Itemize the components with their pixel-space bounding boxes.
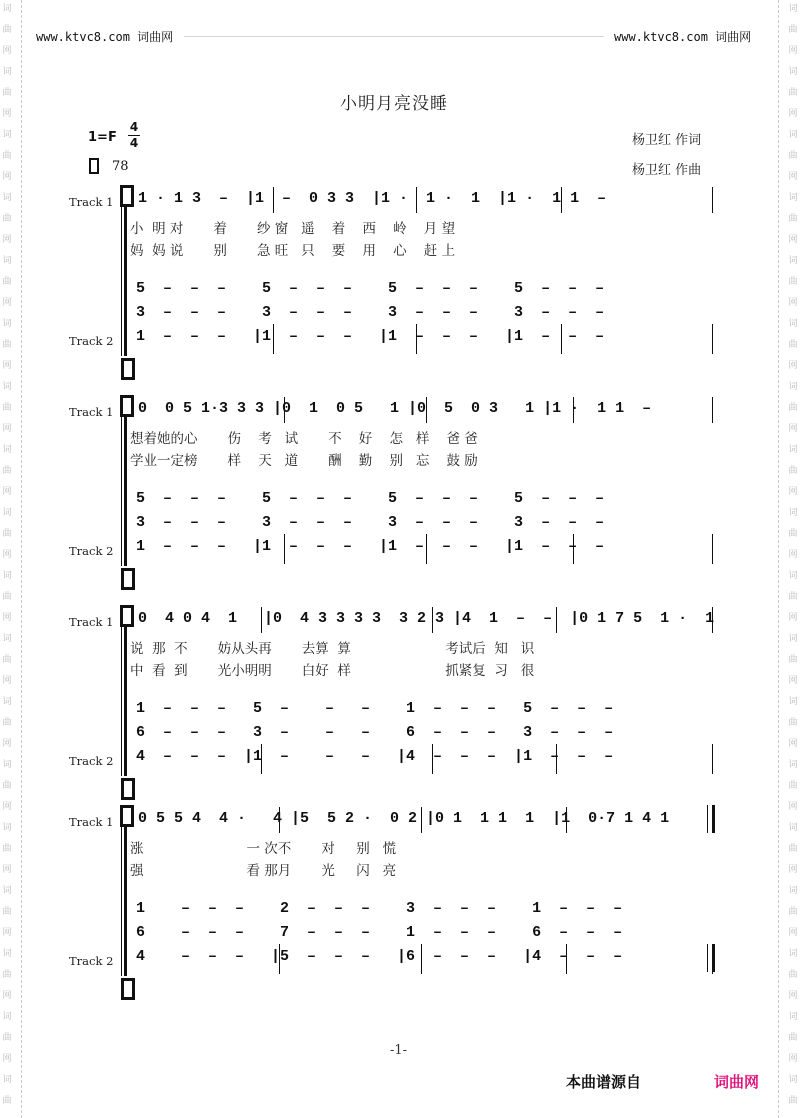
watermark-char: 词: [788, 571, 798, 581]
watermark-char: 词: [2, 508, 12, 518]
watermark-char: 曲: [2, 1033, 12, 1043]
watermark-char: 曲: [788, 151, 798, 161]
watermark-char: 曲: [788, 844, 798, 854]
watermark-char: 曲: [2, 529, 12, 539]
melody-barline: [421, 807, 422, 833]
watermark-char: 词: [2, 445, 12, 455]
accompaniment-row: 3 – – – 3 – – – 3 – – – 3 – – –: [136, 304, 605, 321]
melody-barline: [712, 187, 713, 213]
watermark-char: 词: [2, 1075, 12, 1085]
watermark-char: 词: [2, 886, 12, 896]
melody-barline: [432, 607, 433, 633]
lyric-verse-2: 中 看 到 光小明明 白好 样 抓紧复 习 很: [130, 663, 535, 679]
watermark-char: 网: [788, 739, 798, 749]
watermark-char: 网: [2, 928, 12, 938]
watermark-char: 词: [2, 67, 12, 77]
melody-barline: [566, 807, 567, 833]
watermark-char: 网: [2, 676, 12, 686]
watermark-char: 曲: [788, 970, 798, 980]
watermark-char: 词: [788, 4, 798, 14]
system-brace-bottom: [121, 978, 135, 1000]
right-watermark-column: [786, 0, 800, 1118]
system-start-thick-line: [124, 605, 127, 776]
final-barline-thick: [712, 805, 715, 833]
watermark-char: 词: [788, 130, 798, 140]
system-start-thick-line: [124, 805, 127, 976]
track1-label: Track 1: [69, 615, 114, 629]
watermark-char: 曲: [2, 907, 12, 917]
watermark-char: 词: [788, 634, 798, 644]
track2-label: Track 2: [69, 334, 114, 348]
watermark-char: 网: [2, 172, 12, 182]
watermark-char: 词: [2, 571, 12, 581]
accompaniment-barline: [279, 944, 280, 974]
watermark-char: 词: [2, 949, 12, 959]
watermark-char: 曲: [2, 781, 12, 791]
key-signature: 1=F: [88, 130, 117, 145]
watermark-char: 网: [788, 46, 798, 56]
watermark-char: 曲: [788, 718, 798, 728]
watermark-char: 网: [2, 487, 12, 497]
accompaniment-barline: [566, 944, 567, 974]
melody-barline: [261, 607, 262, 633]
watermark-char: 词: [788, 949, 798, 959]
accompaniment-row: 5 – – – 5 – – – 5 – – – 5 – – –: [136, 490, 605, 507]
accompaniment-barline: [556, 744, 557, 774]
accompaniment-row: 1 – – – 5 – – – 1 – – – 5 – – –: [136, 700, 614, 717]
watermark-char: 网: [2, 802, 12, 812]
watermark-char: 网: [788, 109, 798, 119]
page-title: 小明月亮没睡: [340, 94, 448, 114]
lyric-verse-1: 涨 一 次不 对 别 慌: [130, 841, 397, 857]
watermark-char: 曲: [2, 718, 12, 728]
watermark-char: 网: [788, 802, 798, 812]
watermark-char: 网: [788, 928, 798, 938]
watermark-char: 词: [2, 1012, 12, 1022]
watermark-char: 词: [2, 382, 12, 392]
watermark-char: 曲: [2, 340, 12, 350]
watermark-char: 网: [788, 676, 798, 686]
watermark-char: 词: [788, 445, 798, 455]
watermark-char: 词: [2, 319, 12, 329]
watermark-char: 词: [2, 130, 12, 140]
watermark-char: 词: [788, 319, 798, 329]
watermark-char: 网: [788, 487, 798, 497]
accompaniment-row: 5 – – – 5 – – – 5 – – – 5 – – –: [136, 280, 605, 297]
accompaniment-barline: [712, 324, 713, 354]
footer-source-text: 本曲谱源自: [566, 1073, 642, 1091]
watermark-char: 词: [788, 886, 798, 896]
composer-credit: 杨卫红 作曲: [632, 163, 702, 178]
watermark-char: 曲: [2, 25, 12, 35]
system-brace-top: [120, 395, 134, 417]
system-brace-top: [120, 605, 134, 627]
header-right-url[interactable]: www.ktvc8.com 词曲网: [614, 30, 752, 44]
track2-label: Track 2: [69, 754, 114, 768]
accompaniment-barline: [712, 534, 713, 564]
watermark-char: 网: [2, 550, 12, 560]
watermark-char: 网: [2, 46, 12, 56]
lyric-verse-1: 小 明 对 着 纱 窗 遥 着 西 岭 月 望: [130, 221, 456, 237]
watermark-char: 曲: [788, 88, 798, 98]
watermark-char: 词: [788, 1075, 798, 1085]
time-sig-top: 4: [129, 120, 139, 134]
watermark-char: 网: [2, 361, 12, 371]
melody-barline: [712, 607, 713, 633]
watermark-char: 网: [788, 235, 798, 245]
accompaniment-barline: [712, 744, 713, 774]
watermark-char: 网: [788, 1054, 798, 1064]
footer-brand-link[interactable]: 词曲网: [714, 1073, 760, 1091]
system-brace-top: [120, 185, 134, 207]
accompaniment-barline: [426, 534, 427, 564]
accompaniment-row: 6 – – – 7 – – – 1 – – – 6 – – –: [136, 924, 623, 941]
melody-line: 0 0 5 1·3 3 3 |0 1 0 5 1 |0 5 0 3 1 |1 · 1 1 –: [138, 400, 652, 417]
lyric-verse-1: 想着她的心 伤 考 试 不 好 怎 样 爸 爸: [130, 431, 478, 447]
system-start-line: [121, 605, 122, 776]
watermark-char: 曲: [2, 403, 12, 413]
system-brace-bottom: [121, 778, 135, 800]
accompaniment-barline: [284, 534, 285, 564]
watermark-char: 词: [2, 4, 12, 14]
watermark-char: 词: [788, 382, 798, 392]
watermark-char: 网: [788, 172, 798, 182]
track1-label: Track 1: [69, 405, 114, 419]
page-number: -1-: [390, 1043, 408, 1058]
watermark-char: 曲: [2, 277, 12, 287]
watermark-char: 词: [2, 823, 12, 833]
accompaniment-barline: [416, 324, 417, 354]
watermark-char: 网: [2, 613, 12, 623]
watermark-char: 网: [788, 361, 798, 371]
lyric-verse-2: 妈 妈 说 别 急 旺 只 要 用 心 赶 上: [130, 243, 456, 259]
watermark-char: 词: [788, 67, 798, 77]
watermark-char: 网: [788, 865, 798, 875]
system-brace-top: [120, 805, 134, 827]
melody-barline: [556, 607, 557, 633]
track2-label: Track 2: [69, 544, 114, 558]
watermark-char: 词: [2, 634, 12, 644]
melody-barline: [561, 187, 562, 213]
lyricist-credit: 杨卫红 作词: [632, 133, 702, 148]
melody-line: 0 4 0 4 1 |0 4 3 3 3 3 3 2 3 |4 1 – – |0 1 7 5 1 · 1: [138, 610, 715, 627]
accompaniment-row: 4 – – – |5 – – – |6 – – – |4 – – –: [136, 948, 623, 965]
watermark-char: 网: [2, 991, 12, 1001]
watermark-char: 词: [788, 760, 798, 770]
watermark-char: 曲: [788, 592, 798, 602]
accompaniment-row: 1 – – – |1 – – – |1 – – – |1 – – –: [136, 538, 605, 555]
right-dashed-line: [778, 0, 779, 1118]
left-watermark-column: [0, 0, 14, 1118]
watermark-char: 词: [2, 256, 12, 266]
watermark-char: 网: [2, 1054, 12, 1064]
system-start-thick-line: [124, 395, 127, 566]
watermark-char: 网: [788, 298, 798, 308]
watermark-char: 曲: [2, 1096, 12, 1106]
header-rule: [184, 36, 604, 37]
watermark-char: 网: [2, 424, 12, 434]
watermark-char: 曲: [2, 592, 12, 602]
melody-barline: [416, 187, 417, 213]
left-dashed-line: [21, 0, 22, 1118]
watermark-char: 词: [2, 193, 12, 203]
watermark-char: 词: [2, 760, 12, 770]
accompaniment-barline: [261, 744, 262, 774]
system-start-thick-line: [124, 185, 127, 356]
header-left-url[interactable]: www.ktvc8.com 词曲网: [36, 30, 174, 44]
watermark-char: 曲: [2, 151, 12, 161]
accompaniment-barline: [561, 324, 562, 354]
watermark-char: 词: [788, 1012, 798, 1022]
track2-label: Track 2: [69, 954, 114, 968]
accompaniment-row: 1 – – – |1 – – – |1 – – – |1 – – –: [136, 328, 605, 345]
melody-line: 1 · 1 3 – |1 – 0 3 3 |1 · 1 · 1 |1 · 1 1 –: [138, 190, 607, 207]
accompaniment-barline: [432, 744, 433, 774]
melody-line: 0 5 5 4 4 · 4 |5 5 2 · 0 2 |0 1 1 1 1 |1 0·7 1 4 1: [138, 810, 670, 827]
watermark-char: 网: [788, 550, 798, 560]
watermark-char: 网: [2, 865, 12, 875]
lyric-verse-2: 学业一定榜 样 天 道 酬 勤 别 忘 鼓 励: [130, 453, 478, 469]
watermark-char: 曲: [788, 529, 798, 539]
accompaniment-barline: [273, 324, 274, 354]
watermark-char: 曲: [2, 88, 12, 98]
watermark-char: 曲: [2, 214, 12, 224]
watermark-char: 词: [788, 256, 798, 266]
watermark-char: 曲: [788, 655, 798, 665]
system-brace-bottom: [121, 568, 135, 590]
watermark-char: 曲: [788, 340, 798, 350]
tempo-note-icon: [89, 158, 99, 174]
melody-barline: [284, 397, 285, 423]
watermark-char: 网: [788, 424, 798, 434]
watermark-char: 曲: [2, 655, 12, 665]
watermark-char: 网: [2, 298, 12, 308]
watermark-char: 曲: [2, 970, 12, 980]
melody-barline: [279, 807, 280, 833]
watermark-char: 曲: [788, 1096, 798, 1106]
watermark-char: 网: [788, 991, 798, 1001]
watermark-char: 词: [2, 697, 12, 707]
watermark-char: 曲: [788, 466, 798, 476]
accompaniment-row: 4 – – – |1 – – – |4 – – – |1 – – –: [136, 748, 614, 765]
watermark-char: 词: [788, 193, 798, 203]
melody-barline: [273, 187, 274, 213]
final-barline-thick-acc: [712, 944, 715, 972]
watermark-char: 词: [788, 823, 798, 833]
melody-barline: [426, 397, 427, 423]
watermark-char: 曲: [788, 277, 798, 287]
track1-label: Track 1: [69, 815, 114, 829]
lyric-verse-1: 说 那 不 妨从头再 去算 算 考试后 知 识: [130, 641, 535, 657]
final-barline-thin: [707, 805, 708, 833]
system-start-line: [121, 395, 122, 566]
watermark-char: 曲: [2, 844, 12, 854]
watermark-char: 网: [2, 739, 12, 749]
accompaniment-barline: [421, 944, 422, 974]
watermark-char: 曲: [788, 403, 798, 413]
accompaniment-row: 6 – – – 3 – – – 6 – – – 3 – – –: [136, 724, 614, 741]
lyric-verse-2: 强 看 那月 光 闪 亮: [130, 863, 397, 879]
watermark-char: 词: [788, 697, 798, 707]
watermark-char: 网: [788, 613, 798, 623]
system-start-line: [121, 805, 122, 976]
watermark-char: 曲: [788, 214, 798, 224]
accompaniment-row: 3 – – – 3 – – – 3 – – – 3 – – –: [136, 514, 605, 531]
watermark-char: 网: [2, 235, 12, 245]
watermark-char: 曲: [788, 25, 798, 35]
watermark-char: 网: [2, 109, 12, 119]
track1-label: Track 1: [69, 195, 114, 209]
time-sig-bottom: 4: [129, 136, 139, 150]
melody-barline: [712, 397, 713, 423]
melody-barline: [573, 397, 574, 423]
tempo-value: 78: [112, 159, 129, 174]
system-start-line: [121, 185, 122, 356]
watermark-char: 曲: [788, 907, 798, 917]
accompaniment-row: 1 – – – 2 – – – 3 – – – 1 – – –: [136, 900, 623, 917]
watermark-char: 曲: [788, 1033, 798, 1043]
watermark-char: 曲: [2, 466, 12, 476]
accompaniment-barline: [573, 534, 574, 564]
watermark-char: 曲: [788, 781, 798, 791]
system-brace-bottom: [121, 358, 135, 380]
watermark-char: 词: [788, 508, 798, 518]
final-barline-thin-acc: [707, 944, 708, 972]
time-signature: [128, 121, 140, 150]
